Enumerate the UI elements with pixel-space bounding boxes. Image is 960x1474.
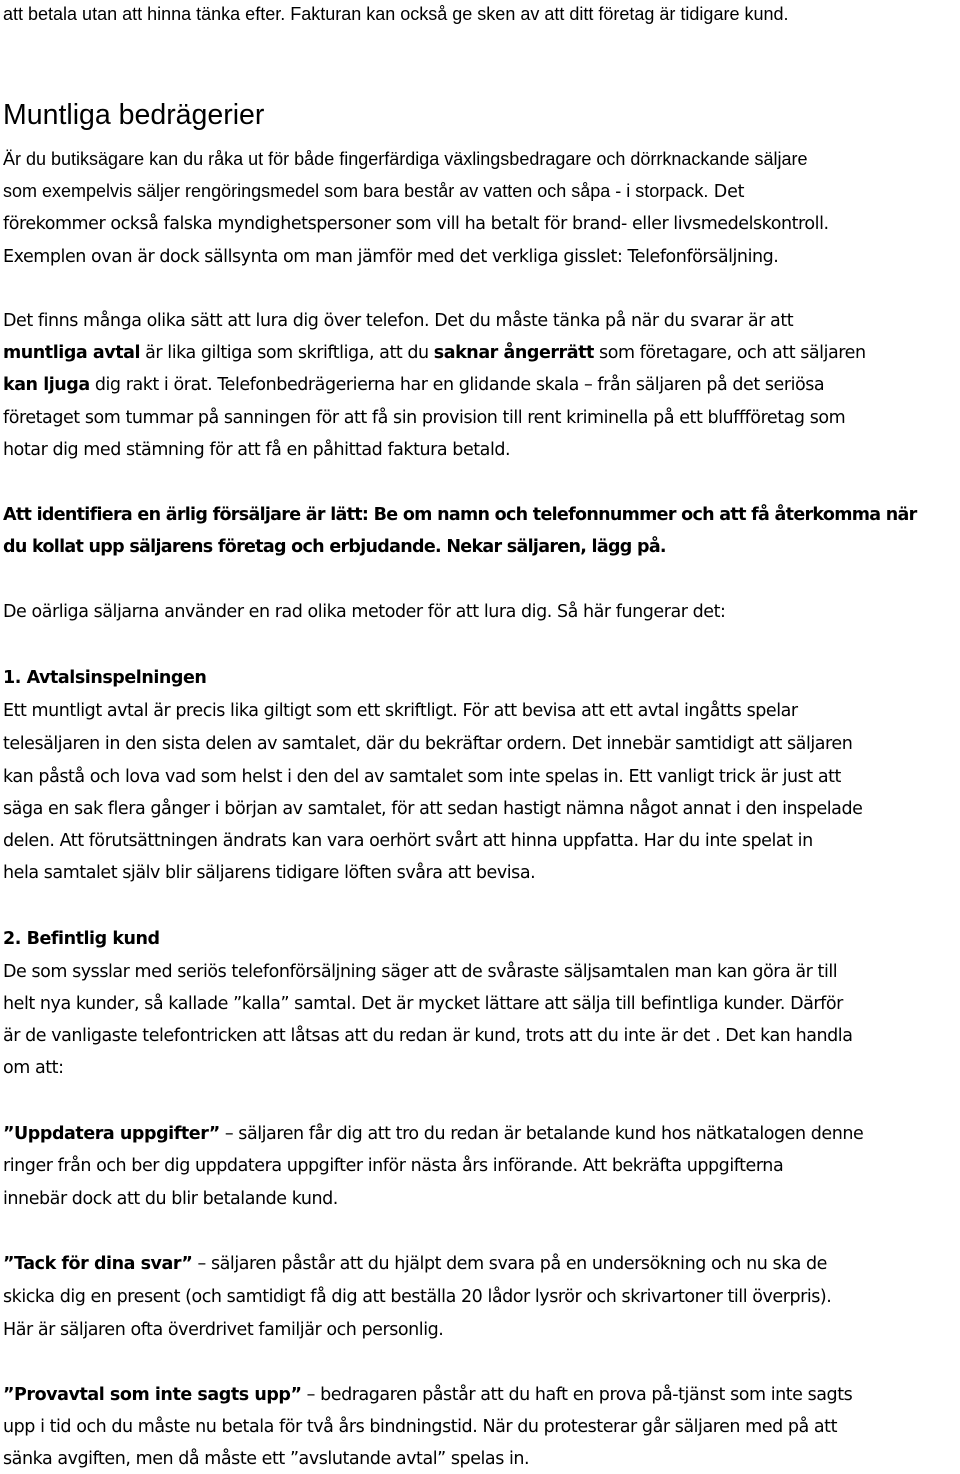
- phone-line-1-b: Det du måste tänka på när du svarar är att: [429, 311, 794, 331]
- trick-2-line-1: [3, 1252, 827, 1276]
- advice-line-1: Att identifiera en ärlig försäljare är lätt: Be om namn och telefonnummer och att få återkomma när: [3, 505, 917, 525]
- phone-paragraph-line-2: [3, 341, 866, 365]
- phone-line-2-text-1: är lika giltiga som skriftliga, att du: [140, 343, 434, 363]
- method-1-line-1: Ett muntligt avtal är precis lika giltigt som ett skriftligt. För att bevisa att ett avtal ingåtts spelar: [3, 701, 798, 721]
- oral-paragraph-line-2: [3, 179, 744, 204]
- phone-paragraph-line-1: [3, 309, 793, 333]
- phone-line-2-text-2: som företagare, och att säljaren: [593, 343, 866, 363]
- trick-3-line-3: sänka avgiften, men då måste ett ”avslutande avtal” spelas in.: [3, 1449, 530, 1469]
- method-2-line-3: är de vanligaste telefontricken att låtsas att du redan är kund, trots att du inte är det . Det kan handla: [3, 1026, 853, 1046]
- trick-1-title: ”Uppdatera uppgifter”: [3, 1124, 220, 1144]
- method-1-line-3: kan påstå och lova vad som helst i den del av samtalet som inte spelas in. Ett vanligt trick är just att: [3, 767, 841, 787]
- trick-3-line-1-tail: – bedragaren påstår att du haft en prova på-tjänst som inte sagts: [301, 1385, 853, 1405]
- trick-2-line-2: skicka dig en present (och samtidigt få dig att beställa 20 lådor lysrör och skrivartoner till överpris).: [3, 1287, 832, 1307]
- trick-2-line-3: Här är säljaren ofta överdrivet familjär och personlig.: [3, 1320, 444, 1340]
- method-1-line-5: delen. Att förutsättningen ändrats kan vara oerhört svårt att hinna uppfatta. Har du inte spelat in: [3, 831, 813, 851]
- trick-2-line-1-tail: – säljaren påstår att du hjälpt dem svara på en undersökning och nu ska de: [192, 1254, 827, 1274]
- phone-line-3-text: dig rakt i örat. Telefonbedrägerierna har en glidande skala – från säljaren på det seriösa: [89, 375, 825, 395]
- trick-1-line-1-tail: – säljaren får dig att tro du redan är betalande kund hos nätkatalogen denne: [219, 1124, 864, 1144]
- advice-line-2: du kollat upp säljarens företag och erbjudande. Nekar säljaren, lägg på.: [3, 537, 666, 557]
- method-1-title: 1. Avtalsinspelningen: [3, 668, 207, 688]
- method-1-line-4: säga en sak flera gånger i början av samtalet, för att sedan hastigt nämna något annat i den inspelade: [3, 799, 863, 819]
- method-1-line-2: telesäljaren in den sista delen av samtalet, där du bekräftar ordern. Det innebär samtidigt att säljaren: [3, 734, 853, 754]
- trick-3-line-1: [3, 1383, 852, 1407]
- method-2-line-4: om att:: [3, 1058, 64, 1078]
- method-2-line-2: helt nya kunder, så kallade ”kalla” samtal. Det är mycket lättare att sälja till befintliga kunder. Därför: [3, 994, 843, 1014]
- method-2-line-1: De som sysslar med seriös telefonförsäljning säger att de svåraste säljsamtalen man kan göra är till: [3, 962, 838, 982]
- intro-line: att betala utan att hinna tänka efter. Fakturan kan också ge sken av att ditt företag är tidigare kund.: [3, 4, 789, 24]
- phone-line-1-a: Det finns många olika sätt att lura dig över telefon.: [3, 311, 430, 331]
- bold-muntliga-avtal: muntliga avtal: [3, 343, 141, 363]
- oral-paragraph-line-1: Är du butiksägare kan du råka ut för både fingerfärdiga växlingsbedragare och dörrknackande säljare: [3, 149, 808, 169]
- section-heading-oral-fraud: Muntliga bedrägerier: [3, 99, 265, 131]
- trick-2-title: ”Tack för dina svar”: [3, 1254, 193, 1274]
- oral-paragraph-line-2-text: som exempelvis säljer rengöringsmedel som bara består av vatten och såpa - i storpack.: [3, 181, 709, 201]
- trick-3-title: ”Provavtal som inte sagts upp”: [3, 1385, 302, 1405]
- trick-3-line-2: upp i tid och du måste nu betala för två års bindningstid. När du protesterar går säljaren med på att: [3, 1417, 837, 1437]
- bold-kan-ljuga: kan ljuga: [3, 375, 90, 395]
- bold-saknar-angerratt: saknar ångerrätt: [433, 343, 594, 363]
- oral-paragraph-line-4: Exemplen ovan är dock sällsynta om man jämför med det verkliga gisslet: Telefonförsäljning.: [3, 247, 779, 267]
- methods-intro: De oärliga säljarna använder en rad olika metoder för att lura dig. Så här fungerar det:: [3, 602, 726, 622]
- phone-paragraph-line-4: företaget som tummar på sanningen för att få sin provision till rent kriminella på ett bluffföretag som: [3, 408, 846, 428]
- phone-paragraph-line-5: hotar dig med stämning för att få en påhittad faktura betald.: [3, 440, 511, 460]
- phone-paragraph-line-3: [3, 373, 824, 397]
- oral-paragraph-line-3: förekommer också falska myndighetspersoner som vill ha betalt för brand- eller livsmedelskontroll.: [3, 214, 829, 234]
- trick-1-line-2: ringer från och ber dig uppdatera uppgifter inför nästa års införande. Att bekräfta uppgifterna: [3, 1156, 784, 1176]
- trick-1-line-3: innebär dock att du blir betalande kund.: [3, 1189, 338, 1209]
- oral-paragraph-line-2-tail: Det: [708, 182, 745, 202]
- method-1-line-6: hela samtalet själv blir säljarens tidigare löften svåra att bevisa.: [3, 863, 536, 883]
- trick-1-line-1: [3, 1122, 863, 1146]
- method-2-title: 2. Befintlig kund: [3, 929, 160, 949]
